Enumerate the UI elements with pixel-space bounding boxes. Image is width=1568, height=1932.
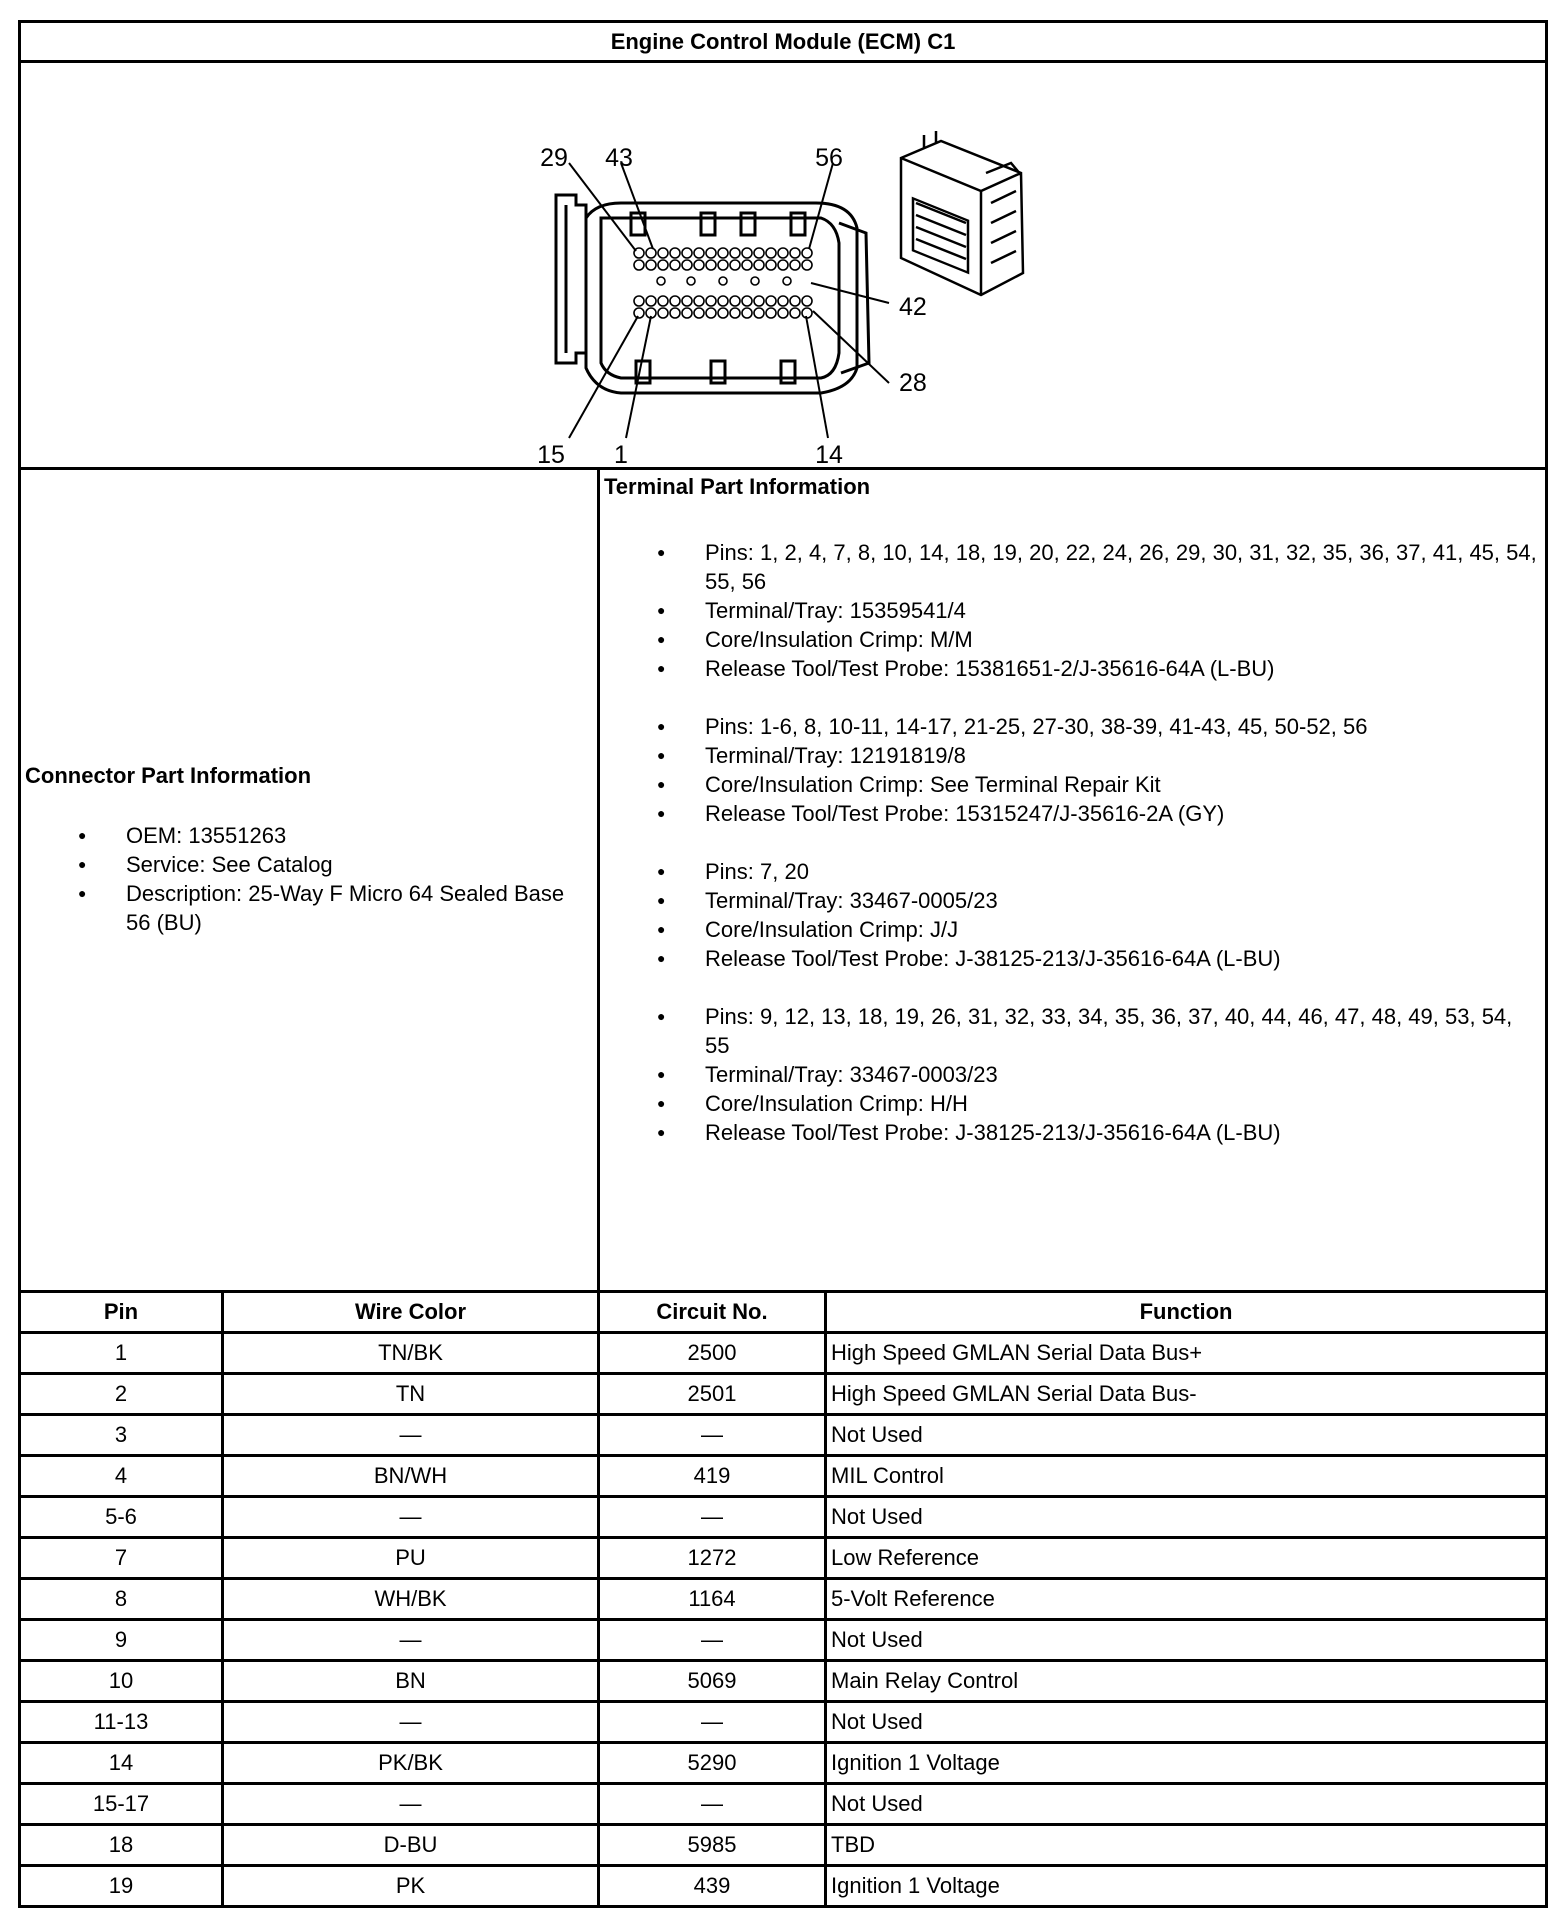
terminal-group-3-pins: ● Pins: 7, 20 — [604, 857, 1539, 886]
pin-label-56: 56 — [815, 144, 843, 172]
terminal-group-3-crimp: ● Core/Insulation Crimp: J/J — [604, 915, 1539, 944]
table-row — [20, 1620, 1547, 1661]
pin-cell: 4 — [20, 1456, 223, 1497]
table-row — [20, 1333, 1547, 1374]
wire-color-cell: WH/BK — [223, 1579, 599, 1620]
function-cell: Not Used — [826, 1702, 1547, 1743]
terminal-group-1-crimp: ● Core/Insulation Crimp: M/M — [604, 625, 1539, 654]
circuit-no-cell: 2500 — [599, 1333, 826, 1374]
terminal-group-2-tray: ● Terminal/Tray: 12191819/8 — [604, 741, 1539, 770]
pin-cell: 1 — [20, 1333, 223, 1374]
wire-color-cell: PK/BK — [223, 1743, 599, 1784]
wire-color-cell: D-BU — [223, 1825, 599, 1866]
function-cell: Not Used — [826, 1415, 1547, 1456]
table-row — [20, 1374, 1547, 1415]
terminal-group-4-pins: ● Pins: 9, 12, 13, 18, 19, 26, 31, 32, 33, 34, 35, 36, 37, 40, 44, 46, 47, 48, 49, 53, 54, 55 — [604, 1002, 1539, 1060]
terminal-group-3-tray: ● Terminal/Tray: 33467-0005/23 — [604, 886, 1539, 915]
terminal-group-4 — [604, 1002, 1539, 1147]
connector-sheet — [18, 20, 1545, 1910]
wire-color-cell: — — [223, 1784, 599, 1825]
function-cell: MIL Control — [826, 1456, 1547, 1497]
pin-label-42: 42 — [899, 293, 927, 321]
pin-cell: 11-13 — [20, 1702, 223, 1743]
function-cell: High Speed GMLAN Serial Data Bus- — [826, 1374, 1547, 1415]
table-row — [20, 1825, 1547, 1866]
pin-table-header — [20, 1292, 1547, 1333]
terminal-group-2-pins: ● Pins: 1-6, 8, 10-11, 14-17, 21-25, 27-30, 38-39, 41-43, 45, 50-52, 56 — [604, 712, 1539, 741]
circuit-no-cell: — — [599, 1784, 826, 1825]
circuit-no-cell: 5985 — [599, 1825, 826, 1866]
pin-table-body — [20, 1333, 1547, 1907]
connector-drawing — [21, 63, 1542, 467]
wire-color-cell: PK — [223, 1866, 599, 1907]
function-cell: 5-Volt Reference — [826, 1579, 1547, 1620]
terminal-group-1 — [604, 538, 1539, 683]
pin-label-14: 14 — [815, 441, 843, 467]
terminal-group-3 — [604, 857, 1539, 973]
table-row — [20, 1866, 1547, 1907]
header-circuit-no: Circuit No. — [599, 1292, 826, 1333]
circuit-no-cell: 1272 — [599, 1538, 826, 1579]
table-row — [20, 1784, 1547, 1825]
pin-cell: 7 — [20, 1538, 223, 1579]
pin-cell: 5-6 — [20, 1497, 223, 1538]
connector-description: ● Description: 25-Way F Micro 64 Sealed Base 56 (BU) — [25, 879, 595, 937]
connector-part-info — [20, 469, 599, 1292]
wire-color-cell: TN/BK — [223, 1333, 599, 1374]
cavity-row-bottom — [634, 296, 812, 318]
wire-color-cell: — — [223, 1702, 599, 1743]
terminal-group-2-tool: ● Release Tool/Test Probe: 15315247/J-35616-2A (GY) — [604, 799, 1539, 828]
wire-color-cell: PU — [223, 1538, 599, 1579]
function-cell: Main Relay Control — [826, 1661, 1547, 1702]
function-cell: Ignition 1 Voltage — [826, 1743, 1547, 1784]
pin-cell: 8 — [20, 1579, 223, 1620]
circuit-no-cell: — — [599, 1415, 826, 1456]
circuit-no-cell: 5290 — [599, 1743, 826, 1784]
pin-cell: 9 — [20, 1620, 223, 1661]
pin-label-1: 1 — [614, 441, 628, 467]
terminal-group-1-tool: ● Release Tool/Test Probe: 15381651-2/J-35616-64A (L-BU) — [604, 654, 1539, 683]
connector-housing — [556, 195, 869, 393]
table-row — [20, 1702, 1547, 1743]
header-pin: Pin — [20, 1292, 223, 1333]
circuit-no-cell: — — [599, 1702, 826, 1743]
terminal-group-1-tray: ● Terminal/Tray: 15359541/4 — [604, 596, 1539, 625]
pin-label-29: 29 — [540, 144, 568, 172]
table-row — [20, 1497, 1547, 1538]
connector-service: ● Service: See Catalog — [25, 850, 595, 879]
table-row — [20, 1538, 1547, 1579]
function-cell: Not Used — [826, 1784, 1547, 1825]
function-cell: Low Reference — [826, 1538, 1547, 1579]
wire-color-cell: — — [223, 1497, 599, 1538]
pin-cell: 3 — [20, 1415, 223, 1456]
connector-part-list — [25, 821, 595, 937]
function-cell: Not Used — [826, 1620, 1547, 1661]
pin-cell: 10 — [20, 1661, 223, 1702]
circuit-no-cell: 2501 — [599, 1374, 826, 1415]
table-row — [20, 1456, 1547, 1497]
cavity-row-middle — [657, 277, 791, 285]
function-cell: High Speed GMLAN Serial Data Bus+ — [826, 1333, 1547, 1374]
terminal-group-4-tray: ● Terminal/Tray: 33467-0003/23 — [604, 1060, 1539, 1089]
connector-oem: ● OEM: 13551263 — [25, 821, 595, 850]
table-row — [20, 1579, 1547, 1620]
pin-cell: 18 — [20, 1825, 223, 1866]
pin-label-15: 15 — [537, 441, 565, 467]
connector-table — [18, 20, 1548, 1908]
terminal-group-3-tool: ● Release Tool/Test Probe: J-38125-213/J-35616-64A (L-BU) — [604, 944, 1539, 973]
circuit-no-cell: 1164 — [599, 1579, 826, 1620]
page-title: Engine Control Module (ECM) C1 — [20, 22, 1547, 62]
cavity-row-top — [634, 248, 812, 270]
table-row — [20, 1743, 1547, 1784]
wire-color-cell: TN — [223, 1374, 599, 1415]
terminal-group-4-crimp: ● Core/Insulation Crimp: H/H — [604, 1089, 1539, 1118]
terminal-cavities — [634, 248, 812, 318]
wire-color-cell: — — [223, 1620, 599, 1661]
circuit-no-cell: 439 — [599, 1866, 826, 1907]
terminal-group-4-tool: ● Release Tool/Test Probe: J-38125-213/J-35616-64A (L-BU) — [604, 1118, 1539, 1147]
circuit-no-cell: 419 — [599, 1456, 826, 1497]
pin-cell: 14 — [20, 1743, 223, 1784]
header-wire-color: Wire Color — [223, 1292, 599, 1333]
pin-cell: 15-17 — [20, 1784, 223, 1825]
connector-diagram — [20, 62, 1547, 469]
pin-cell: 19 — [20, 1866, 223, 1907]
function-cell: Ignition 1 Voltage — [826, 1866, 1547, 1907]
function-cell: TBD — [826, 1825, 1547, 1866]
circuit-no-cell: — — [599, 1497, 826, 1538]
terminal-group-2 — [604, 712, 1539, 828]
pin-cell: 2 — [20, 1374, 223, 1415]
connector-iso-thumbnail — [901, 131, 1023, 295]
terminal-group-1-pins: ● Pins: 1, 2, 4, 7, 8, 10, 14, 18, 19, 20, 22, 24, 26, 29, 30, 31, 32, 35, 36, 37, 41, 45, 54, 55, 56 — [604, 538, 1539, 596]
pin-label-28: 28 — [899, 369, 927, 397]
header-function: Function — [826, 1292, 1547, 1333]
wire-color-cell: — — [223, 1415, 599, 1456]
circuit-no-cell: 5069 — [599, 1661, 826, 1702]
table-row — [20, 1661, 1547, 1702]
wire-color-cell: BN — [223, 1661, 599, 1702]
wire-color-cell: BN/WH — [223, 1456, 599, 1497]
terminal-group-2-crimp: ● Core/Insulation Crimp: See Terminal Repair Kit — [604, 770, 1539, 799]
circuit-no-cell: — — [599, 1620, 826, 1661]
pin-label-43: 43 — [605, 144, 633, 172]
table-row — [20, 1415, 1547, 1456]
terminal-part-heading: Terminal Part Information — [604, 474, 871, 499]
terminal-part-info — [599, 469, 1547, 1292]
function-cell: Not Used — [826, 1497, 1547, 1538]
connector-part-heading: Connector Part Information — [25, 763, 312, 788]
